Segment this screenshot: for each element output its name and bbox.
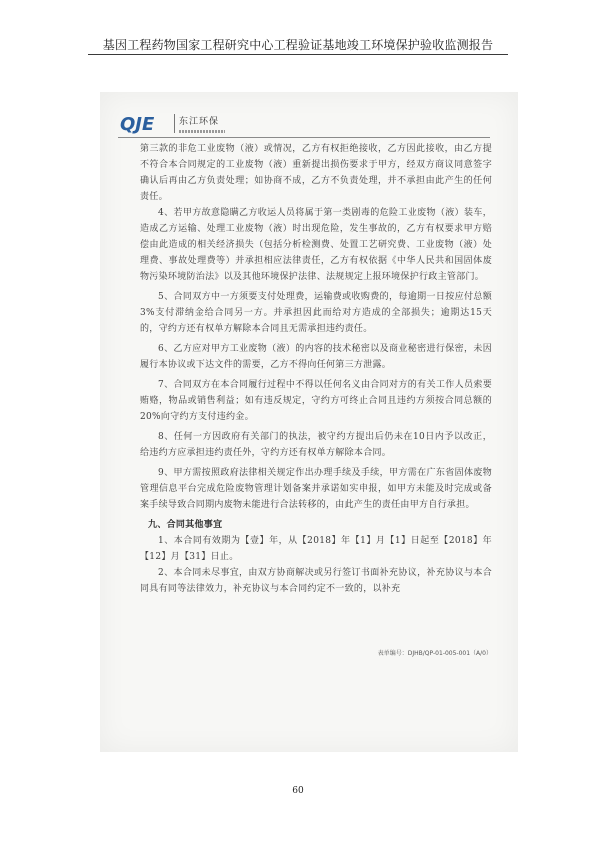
page-number: 60 [292, 786, 304, 796]
company-name: 东江环保 [179, 116, 220, 127]
clause-8: 8、任何一方因政府有关部门的执法，被守约方提出后仍未在10日内予以改正，给违约方应承担违约责任外，守约方还有权单方解除本合同。 [140, 432, 492, 458]
svg-text:QJE: QJE [120, 114, 155, 134]
company-logo [118, 112, 225, 134]
clause-supplement: 2、本合同未尽事宜，由双方协商解决或另行签订书面补充协议，补充协议与本合同具有同等法律效力，补充协议与本合同约定不一致的，以补充 [140, 568, 492, 594]
contract-body [140, 141, 492, 597]
clause-5: 5、合同双方中一方须要支付处理费，运输费或收购费的，每逾期一日按应付总额3%支付滞纳金给合同另一方。并承担因此而给对方造成的全部损失；逾期达15天的，守约方还有权单方解除本合同且无需承担违约责任。 [140, 292, 492, 334]
clause-9: 9、甲方需按照政府法律相关规定作出办理手续及手续，甲方需在广东省固体废物管理信息平台完成危险废物管理计划备案并承诺如实申报，如甲方未能及时完成或备案手续导致合同期内废物未能进行合法转移的，由此产生的责任由甲方自行承担。 [140, 468, 492, 510]
section-heading: 九、合同其他事宜 [148, 520, 223, 530]
letterhead-divider [118, 137, 490, 138]
page-header: 基因工程药物国家工程研究中心工程验证基地竣工环境保护验收监测报告 [102, 38, 494, 52]
paragraph-continuation: 第三款的非危工业废物（液）或情况，乙方有权拒绝接收，乙方因此接收，由乙方提不符合本合同规定的工业废物（液）重新提出损伤要求于甲方，经双方商议同意签字确认后再由乙方负责处理；如协商不成，乙方不负责处理，并不承担由此产生的任何责任。 [140, 144, 492, 202]
clause-4: 4、若甲方故意隐瞒乙方收运人员将属于第一类剧毒的危险工业废物（液）装车，造成乙方运输、处理工业废物（液）时出现危险，发生事故的，乙方有权要求甲方赔偿由此造成的相关经济损失（包括分析检测费、处置工艺研究费、工业废物（液）处理费、事故处理费等）并承担相应法律责任，乙方有权依据《中华人民共和国固体废物污染环境防治法》以及其他环境保护法律、法规规定上报环境保护行政主管部门。 [140, 208, 492, 282]
djhb-logo-icon [118, 112, 170, 134]
form-number: 表单编号：DJHB/QP-01-005-001（A/0） [377, 650, 492, 657]
header-divider [88, 54, 508, 55]
company-subtitle-strip [179, 130, 225, 133]
clause-term: 1、本合同有效期为【壹】年，从【2018】年【1】月【1】日起至【2018】年【12】月【31】日止。 [140, 536, 492, 562]
clause-6: 6、乙方应对甲方工业废物（液）的内容的技术秘密以及商业秘密进行保密，未因履行本协议或下达文件的需要，乙方不得向任何第三方泄露。 [140, 344, 492, 370]
clause-7: 7、合同双方在本合同履行过程中不得以任何名义由合同对方的有关工作人员索要贿赂，物品或销售利益；如有违反规定，守约方可终止合同且违约方须按合同总额的20%向守约方支付违约金。 [140, 380, 492, 422]
